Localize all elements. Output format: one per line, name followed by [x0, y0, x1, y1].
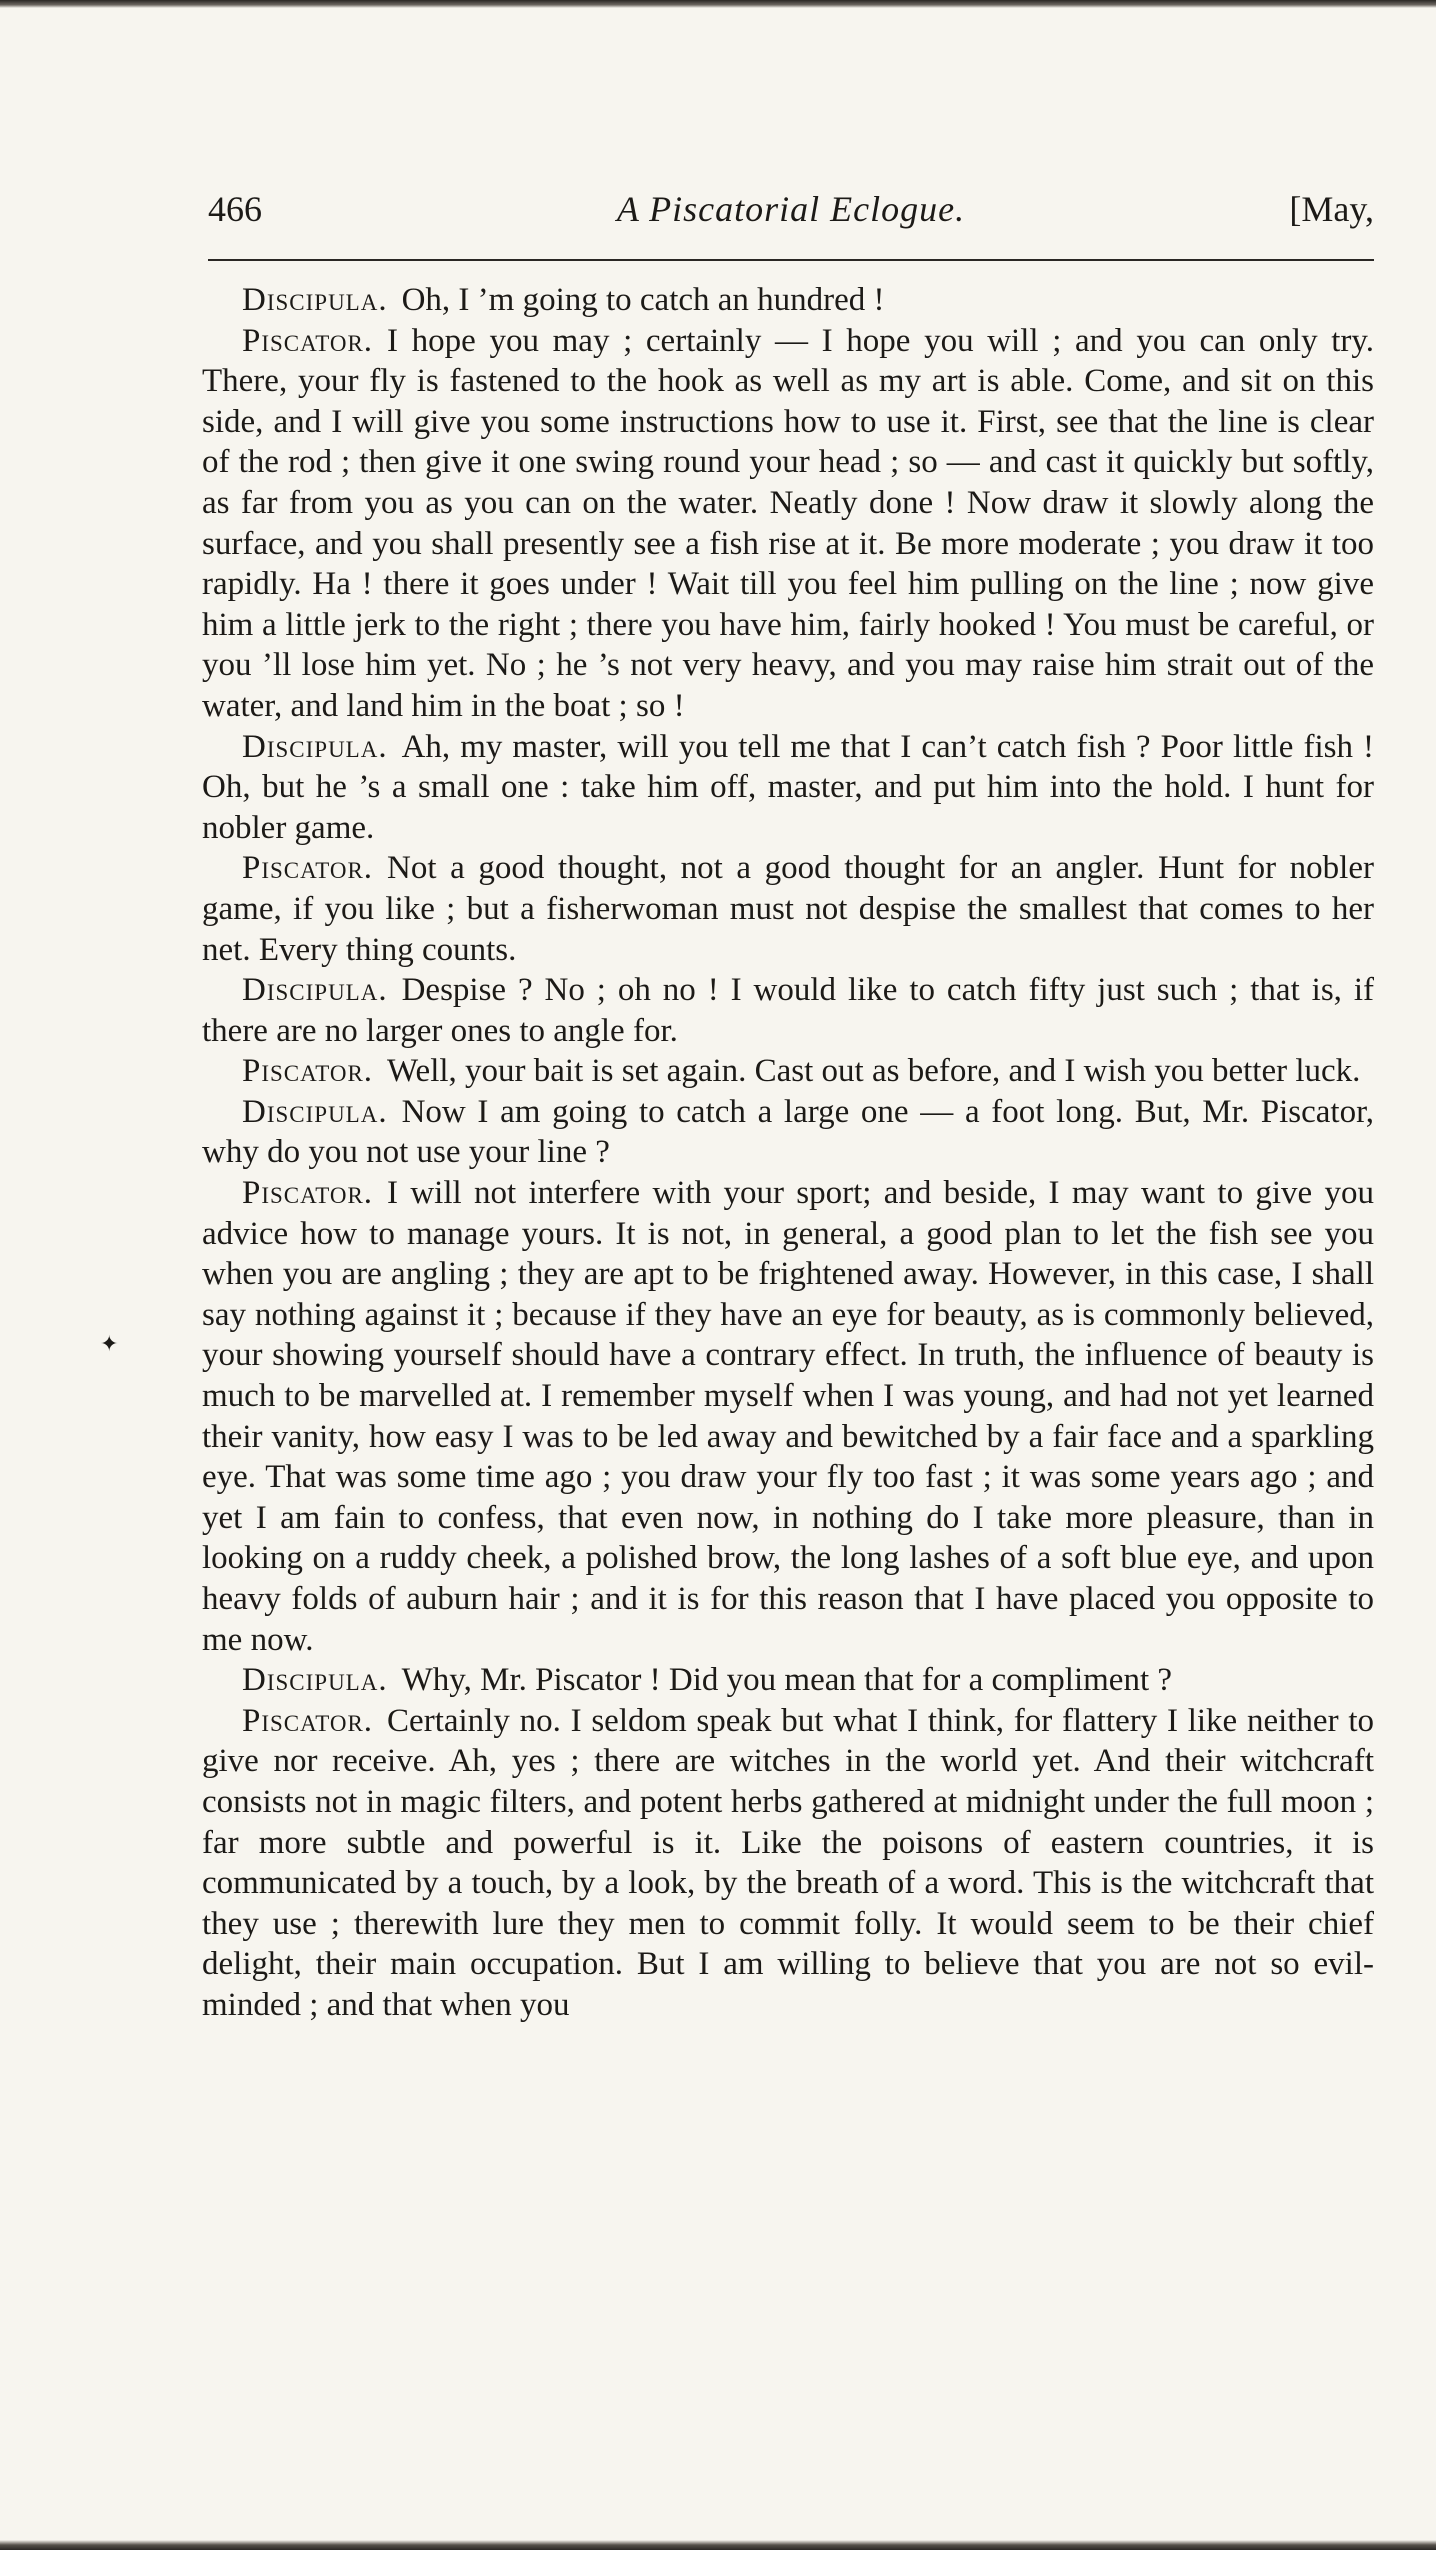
- dialogue-paragraph: [202, 1173, 1374, 1660]
- paragraph-text: Why, Mr. Piscator ! Did you mean that for a compliment ?: [401, 1662, 1173, 1699]
- paragraph-text: Certainly no. I seldom speak but what I think, for flattery I like neither to give nor receive. Ah, yes ; there are witches in the world yet. And their witchcraft consists not in magic filters, and potent herbs gathered at midnight under the full moon ; far more subtle and powerful is it. Like the poisons of eastern countries, it is communicated by a touch, by a look, by the breath of a word. This is the witchcraft that they use ; therewith lure they men to commit folly. It would seem to be their chief delight, their main occupation. But I am willing to believe that you are not so evil-minded ; and that when you: [202, 1702, 1374, 2023]
- paragraph-text: Now I am going to catch a large one — a foot long. But, Mr. Piscator, why do you not use your line ?: [202, 1093, 1374, 1171]
- dialogue-paragraph: [202, 848, 1374, 970]
- page-body: [202, 280, 1374, 2026]
- paragraph-text: Oh, I ’m going to catch an hundred !: [401, 282, 885, 318]
- running-month: [May,: [1289, 189, 1374, 229]
- page-top-edge: [0, 0, 1436, 8]
- paragraph-text: Ah, my master, will you tell me that I can’t catch fish ? Poor little fish ! Oh, but he ’s a small one : take him off, master, and put him into the hold. I hunt for nobler game.: [202, 728, 1374, 846]
- speaker-name: Discipula.: [242, 282, 388, 318]
- dialogue-paragraph: [202, 280, 1374, 321]
- speaker-name: Discipula.: [242, 1662, 388, 1699]
- speaker-name: Discipula.: [242, 1093, 388, 1130]
- speaker-name: Piscator.: [242, 850, 374, 887]
- page-number: 466: [208, 189, 262, 229]
- dialogue-paragraph: [202, 1092, 1374, 1173]
- speaker-name: Piscator.: [242, 1702, 374, 1739]
- speaker-name: Discipula.: [242, 728, 388, 765]
- speaker-name: Piscator.: [242, 322, 374, 359]
- page-header: [208, 188, 1374, 238]
- dialogue-paragraph: [202, 970, 1374, 1051]
- speaker-name: Piscator.: [242, 1053, 374, 1090]
- dialogue-paragraph: [202, 1660, 1374, 1701]
- speaker-name: Discipula.: [242, 972, 388, 1009]
- running-title: A Piscatorial Eclogue.: [616, 189, 966, 229]
- paragraph-text: Despise ? No ; oh no ! I would like to catch fifty just such ; that is, if there are no larger ones to angle for.: [202, 972, 1374, 1049]
- speaker-name: Piscator.: [242, 1175, 374, 1212]
- dialogue-paragraph: [202, 321, 1374, 727]
- paragraph-text: Well, your bait is set again. Cast out as before, and I wish you better luck.: [387, 1053, 1361, 1090]
- dialogue-paragraph: [202, 1051, 1374, 1092]
- paragraph-text: I will not interfere with your sport; and beside, I may want to give you advice how to manage yours. It is not, in general, a good plan to let the fish see you when you are angling ; they are apt to be frightened away. However, in this case, I shall say nothing against it ; because if they have an eye for beauty, as is commonly believed, your showing yourself should have a contrary effect. In truth, the influence of beauty is much to be marvelled at. I remember myself when I was young, and had not yet learned their vanity, how easy I was to be led away and bewitched by a fair face and a sparkling eye. That was some time ago ; you draw your fly too fast ; it was some years ago ; and yet I am fain to confess, that even now, in nothing do I take more pleasure, than in looking on a ruddy cheek, a polished brow, the long lashes of a soft blue eye, and upon heavy folds of auburn hair ; and it is for this reason that I have placed you opposite to me now.: [202, 1175, 1374, 1658]
- header-rule: [208, 259, 1374, 261]
- paragraph-text: I hope you may ; certainly — I hope you will ; and you can only try. There, your fly is fastened to the hook as well as my art is able. Come, and sit on this side, and I will give you some instructions how to use it. First, see that the line is clear of the rod ; then give it one swing round your head ; so — and cast it quickly but softly, as far from you as you can on the water. Neatly done ! Now draw it slowly along the surface, and you shall presently see a fish rise at it. Be more moderate ; you draw it too rapidly. Ha ! there it goes under ! Wait till you feel him pulling on the line ; now give him a little jerk to the right ; there you have him, fairly hooked ! You must be careful, or you ’ll lose him yet. No ; he ’s not very heavy, and you may raise him strait out of the water, and land him in the boat ; so !: [202, 322, 1374, 724]
- dialogue-paragraph: [202, 1701, 1374, 2026]
- paragraph-text: Not a good thought, not a good thought for an angler. Hunt for nobler game, if you like ; but a fisherwoman must not despise the smallest that comes to her net. Every thing counts.: [202, 850, 1374, 968]
- page-bottom-edge: [0, 2540, 1436, 2550]
- margin-ink-mark: ✦: [100, 1331, 119, 1356]
- dialogue-paragraph: [202, 727, 1374, 849]
